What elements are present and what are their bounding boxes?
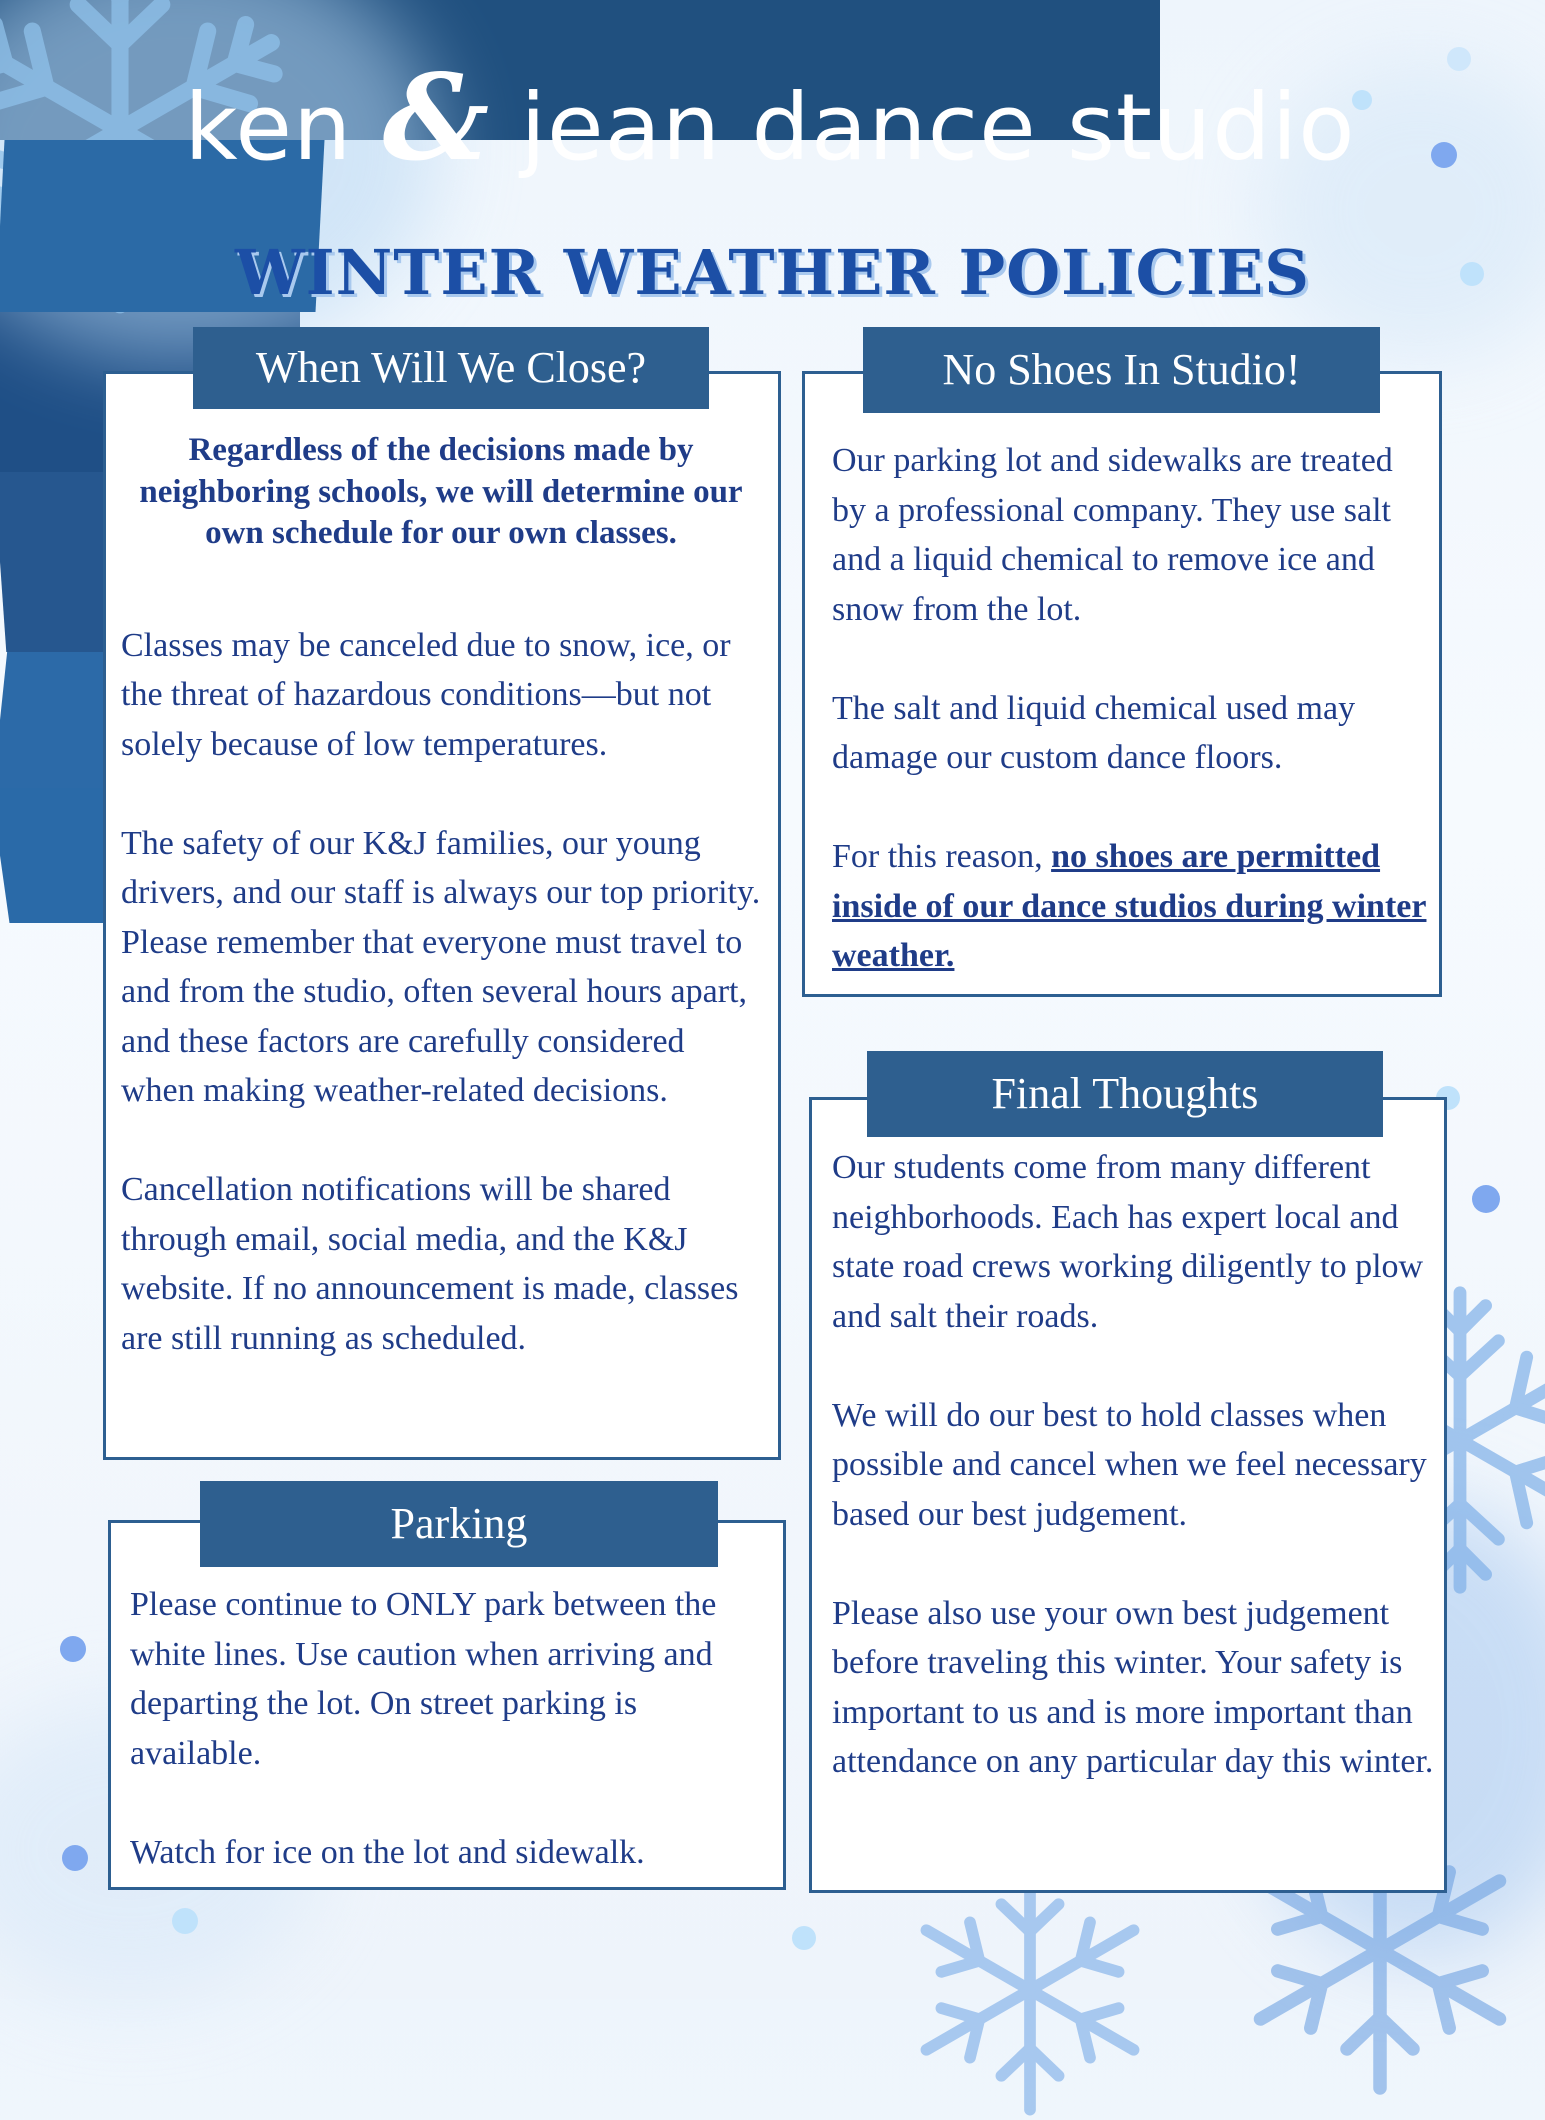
final-panel-body [832, 1143, 1434, 1787]
final-paragraph: Please also use your own best judgement before traveling this winter. Your safety is important to us and is more important than attendance on any particular day this winter. [832, 1594, 1434, 1780]
close-lead: Regardless of the decisions made by neighboring schools, we will determine our own schedule for our own classes. [139, 432, 743, 551]
parking-panel-body [130, 1580, 770, 1877]
page-title: WINTER WEATHER POLICIES [234, 236, 1311, 309]
brand-right: jean dance studio [520, 74, 1356, 181]
shoes-prefix: For this reason, [832, 838, 1052, 875]
brand-left: ken [184, 74, 353, 181]
shoes-paragraph [832, 832, 1432, 981]
no-shoes-notice: no shoes are permitted inside of our dance studios during winter weather. [832, 838, 1427, 974]
snow-dot-icon [60, 1636, 86, 1662]
parking-paragraph: Watch for ice on the lot and sidewalk. [130, 1833, 645, 1871]
parking-paragraph: Please continue to ONLY park between the white lines. Use caution when arriving and departing the lot. On street parking is available. [130, 1586, 717, 1772]
snow-dot-icon [792, 1926, 816, 1950]
studio-logo [180, 48, 1360, 198]
close-panel-body [121, 430, 761, 1363]
snow-dot-icon [1431, 142, 1457, 168]
shoes-paragraph: The salt and liquid chemical used may damage our custom dance floors. [832, 689, 1356, 776]
parking-panel-heading: Parking [200, 1481, 718, 1567]
snowflake-icon [900, 1860, 1160, 2120]
close-paragraph: The safety of our K&J families, our young drivers, and our staff is always our top priority. Please remember that everyone must travel to and from the studio, often several hours apart, and these factors are carefully considered when making weather-related decisions. [121, 824, 761, 1109]
snow-dot-icon [172, 1908, 198, 1934]
close-paragraph: Classes may be canceled due to snow, ice, or the threat of hazardous conditions—but not solely because of low temperatures. [121, 626, 731, 763]
shoes-paragraph: Our parking lot and sidewalks are treated by a professional company. They use salt and a liquid chemical to remove ice and snow from the lot. [832, 442, 1393, 628]
snow-dot-icon [1472, 1185, 1500, 1213]
close-panel-heading: When Will We Close? [193, 327, 709, 409]
snow-dot-icon [1447, 47, 1471, 71]
brand-ampersand: & [382, 48, 491, 187]
close-paragraph: Cancellation notifications will be shared through email, social media, and the K&J website. If no announcement is made, classes are still running as scheduled. [121, 1171, 739, 1357]
shoes-panel-body [832, 436, 1432, 981]
snow-dot-icon [62, 1845, 88, 1871]
final-paragraph: Our students come from many different neighborhoods. Each has expert local and state road crews working diligently to plow and salt their roads. [832, 1149, 1424, 1335]
final-paragraph: We will do our best to hold classes when possible and cancel when we feel necessary based our best judgement. [832, 1396, 1427, 1533]
final-panel-heading: Final Thoughts [867, 1051, 1383, 1137]
shoes-panel-heading: No Shoes In Studio! [863, 327, 1380, 413]
